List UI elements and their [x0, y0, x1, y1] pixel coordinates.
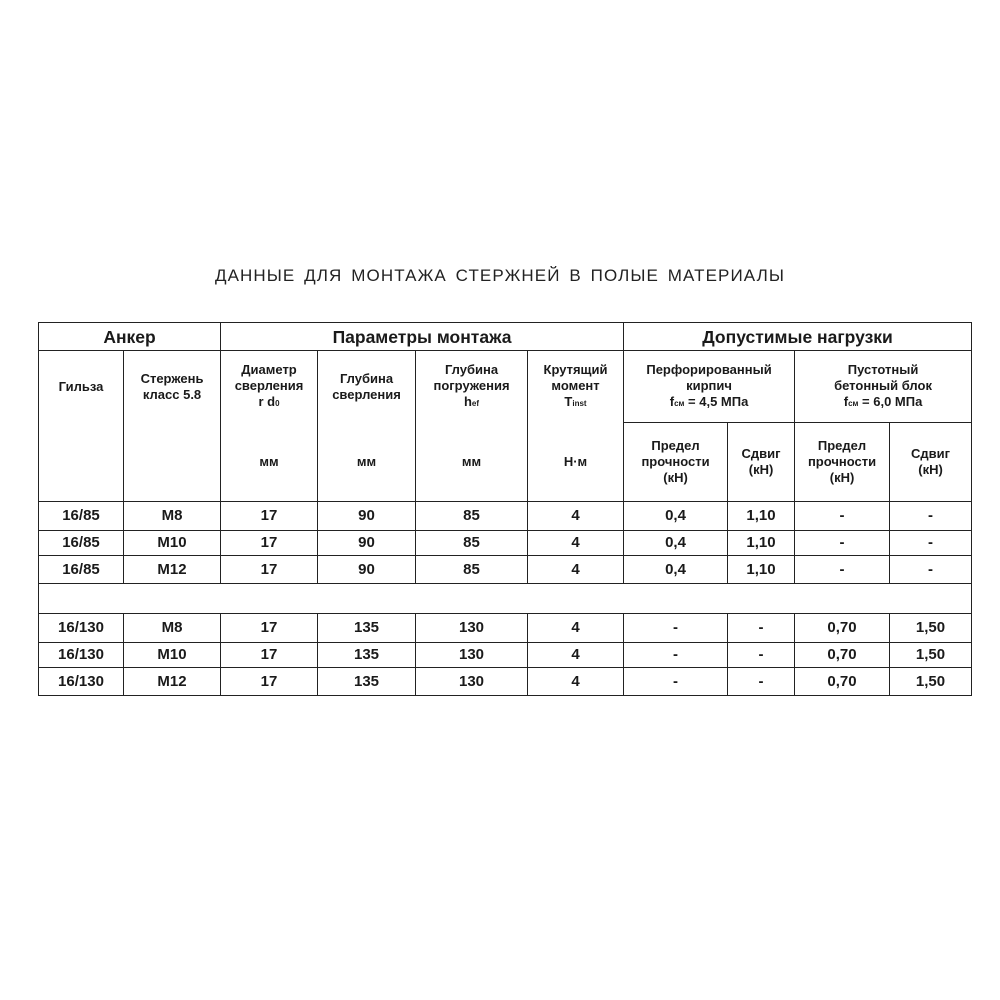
- table-cell: -: [890, 502, 972, 531]
- table-group-16-130: [39, 614, 972, 696]
- table-cell: 4: [528, 643, 624, 668]
- table-cell: 85: [416, 531, 528, 556]
- header-perforated-brick: Перфорированный кирпич fсм = 4,5 МПа: [624, 351, 795, 423]
- column-header-row: [39, 351, 972, 423]
- table-cell: 4: [528, 502, 624, 531]
- table-cell: 16/85: [39, 531, 124, 556]
- header-torque: Крутящий момент Tinst: [528, 351, 624, 423]
- unit-embed-depth: мм: [416, 423, 528, 502]
- table-cell: 1,50: [890, 643, 972, 668]
- table-cell: M8: [124, 502, 221, 531]
- table-cell: 135: [318, 643, 416, 668]
- table-group-16-85: [39, 502, 972, 584]
- table-cell: -: [624, 643, 728, 668]
- units-row: [39, 423, 972, 502]
- unit-block-shear: Сдвиг (кН): [890, 423, 972, 502]
- table-cell: -: [890, 556, 972, 584]
- unit-torque: Н·м: [528, 423, 624, 502]
- table-cell: 4: [528, 531, 624, 556]
- table-cell: 1,50: [890, 668, 972, 696]
- table-row: [39, 556, 972, 584]
- table-row: [39, 614, 972, 643]
- table-cell: 85: [416, 502, 528, 531]
- unit-drill-depth: мм: [318, 423, 416, 502]
- header-hollow-concrete-block: Пустотный бетонный блок fсм = 6,0 МПа: [795, 351, 972, 423]
- table-cell: 0,4: [624, 556, 728, 584]
- header-rod: Стержень класс 5.8: [124, 351, 221, 423]
- table-cell: -: [795, 556, 890, 584]
- anchor-data-table: [38, 322, 972, 696]
- table-cell: 16/85: [39, 556, 124, 584]
- table-row: [39, 502, 972, 531]
- table-cell: 1,10: [728, 531, 795, 556]
- table-cell: -: [624, 614, 728, 643]
- header-drill-depth: Глубина сверления: [318, 351, 416, 423]
- header-embed-depth: Глубина погружения hef: [416, 351, 528, 423]
- table-cell: -: [890, 531, 972, 556]
- table-cell: 0,70: [795, 614, 890, 643]
- table-cell: 90: [318, 502, 416, 531]
- table-cell: -: [728, 614, 795, 643]
- table-row: [39, 643, 972, 668]
- table-row: [39, 531, 972, 556]
- group-header-row: [39, 323, 972, 351]
- table-cell: -: [728, 643, 795, 668]
- table-cell: -: [728, 668, 795, 696]
- table-cell: 17: [221, 556, 318, 584]
- table-cell: 0,70: [795, 668, 890, 696]
- table-cell: 16/130: [39, 614, 124, 643]
- table-cell: 135: [318, 614, 416, 643]
- header-sleeve: Гильза: [39, 351, 124, 423]
- table-cell: 1,50: [890, 614, 972, 643]
- table-row: [39, 668, 972, 696]
- table-cell: 4: [528, 614, 624, 643]
- table-cell: 16/130: [39, 668, 124, 696]
- table-cell: 130: [416, 668, 528, 696]
- table-cell: 130: [416, 614, 528, 643]
- table-cell: 17: [221, 614, 318, 643]
- table-cell: 85: [416, 556, 528, 584]
- table-cell: M10: [124, 531, 221, 556]
- table-cell: M12: [124, 556, 221, 584]
- table-cell: 17: [221, 531, 318, 556]
- unit-diameter: мм: [221, 423, 318, 502]
- table-cell: M12: [124, 668, 221, 696]
- group-anchor: Анкер: [39, 323, 221, 351]
- table-cell: 1,10: [728, 502, 795, 531]
- table-cell: 16/130: [39, 643, 124, 668]
- table-cell: -: [795, 531, 890, 556]
- table-cell: 0,4: [624, 531, 728, 556]
- table-cell: -: [624, 668, 728, 696]
- group-allowed-loads: Допустимые нагрузки: [624, 323, 972, 351]
- table-cell: 130: [416, 643, 528, 668]
- table-cell: M10: [124, 643, 221, 668]
- unit-brick-shear: Сдвиг (кН): [728, 423, 795, 502]
- group-separator-row: [39, 584, 972, 614]
- page-title: ДАННЫЕ ДЛЯ МОНТАЖА СТЕРЖНЕЙ В ПОЛЫЕ МАТЕРИАЛЫ: [214, 266, 786, 285]
- unit-brick-strength: Предел прочности (кН): [624, 423, 728, 502]
- table-cell: 16/85: [39, 502, 124, 531]
- table-cell: 4: [528, 556, 624, 584]
- header-drill-diameter: Диаметр сверления r d0: [221, 351, 318, 423]
- table-cell: 17: [221, 643, 318, 668]
- table-cell: 0,4: [624, 502, 728, 531]
- table-cell: 0,70: [795, 643, 890, 668]
- table-cell: -: [795, 502, 890, 531]
- table-cell: 4: [528, 668, 624, 696]
- table-cell: 17: [221, 502, 318, 531]
- table-cell: 135: [318, 668, 416, 696]
- table-cell: 17: [221, 668, 318, 696]
- unit-block-strength: Предел прочности (кН): [795, 423, 890, 502]
- table-cell: 90: [318, 531, 416, 556]
- table-cell: 1,10: [728, 556, 795, 584]
- table-cell: 90: [318, 556, 416, 584]
- table-cell: M8: [124, 614, 221, 643]
- group-mounting-params: Параметры монтажа: [221, 323, 624, 351]
